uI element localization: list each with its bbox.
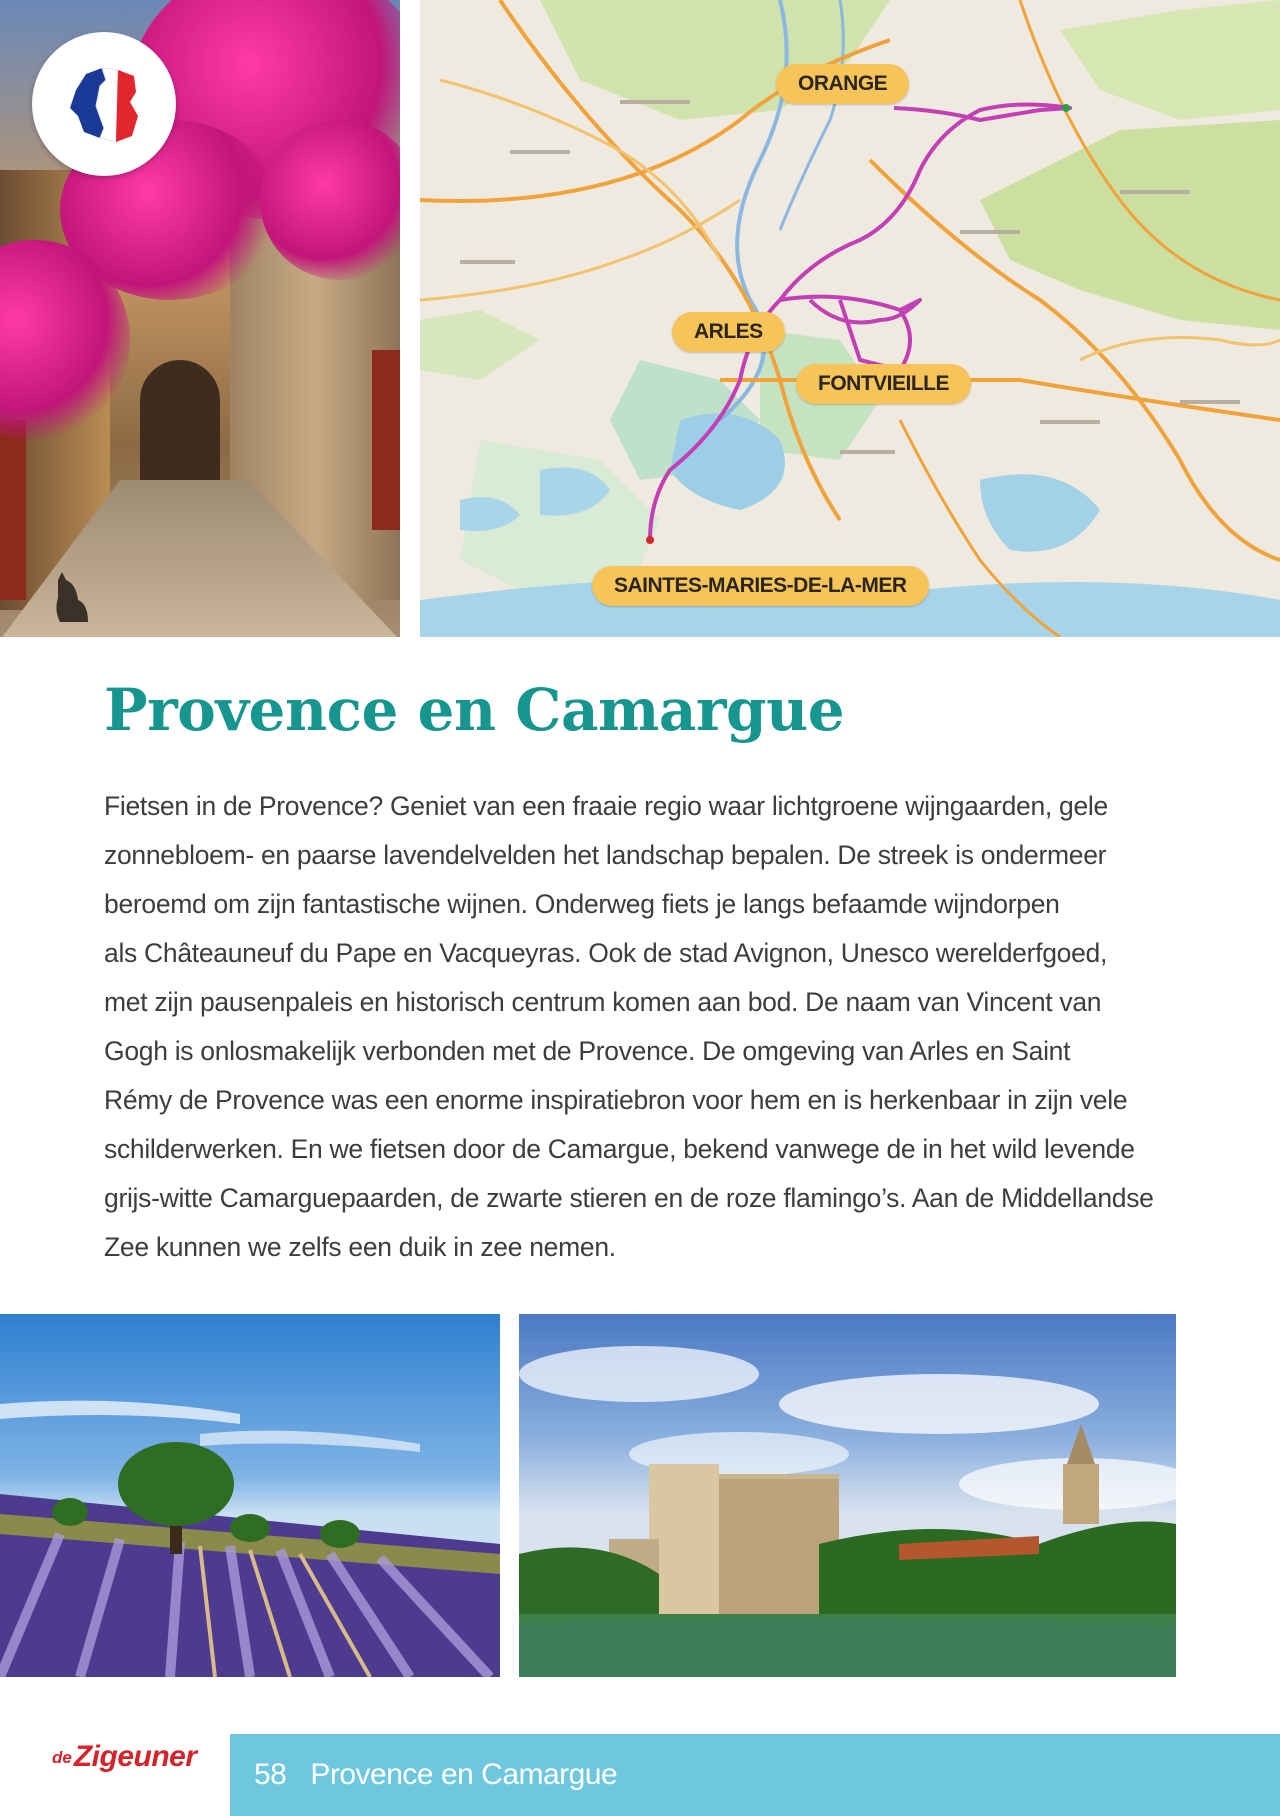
body-line: Zee kunnen we zelfs een duik in zee nemen. — [104, 1232, 616, 1262]
map-label-orange: ORANGE — [776, 64, 909, 104]
body-line: zonnebloem- en paarse lavendelvelden het landschap bepalen. De streek is ondermeer — [104, 840, 1107, 870]
alley-archway — [140, 360, 220, 500]
lavender-field-scene — [0, 1314, 500, 1677]
page-title: Provence en Camargue — [104, 676, 845, 744]
logo-prefix: de — [52, 1748, 72, 1767]
body-line: Gogh is onlosmakelijk verbonden met de Provence. De omgeving van Arles en Saint — [104, 1036, 1071, 1066]
body-line: schilderwerken. En we fietsen door de Camargue, bekend vanwege de in het wild levende — [104, 1134, 1135, 1164]
red-shutter — [372, 350, 400, 530]
footer-section-title: Provence en Camargue — [310, 1758, 618, 1791]
cat-silhouette — [48, 570, 93, 625]
body-line: als Châteauneuf du Pape en Vacqueyras. Ook de stad Avignon, Unesco werelderfgoed, — [104, 938, 1108, 968]
footer-band — [230, 1734, 1280, 1816]
france-flag-icon — [32, 32, 176, 176]
logo-name: Zigeuner — [73, 1740, 197, 1773]
de-zigeuner-logo — [52, 1740, 197, 1774]
map-label-arles: ARLES — [672, 312, 785, 352]
article-body — [104, 782, 1184, 1272]
castle-tarascon-photo — [519, 1314, 1176, 1677]
body-line: grijs-witte Camarguepaarden, de zwarte stieren en de roze flamingo’s. Aan de Middellandse — [104, 1183, 1154, 1213]
castle-river-scene — [519, 1314, 1176, 1677]
map-label-fontvieille: FONTVIEILLE — [796, 364, 971, 404]
body-line: beroemd om zijn fantastische wijnen. Onderweg fiets je langs befaamde wijndorpen — [104, 889, 1060, 919]
map-label-saintes-maries: SAINTES-MARIES-DE-LA-MER — [592, 566, 929, 606]
lavender-field-photo — [0, 1314, 500, 1677]
body-line: Fietsen in de Provence? Geniet van een fraaie regio waar lichtgroene wijngaarden, gele — [104, 791, 1108, 821]
body-line: Rémy de Provence was een enorme inspiratiebron voor hem en is herkenbaar in zijn vele — [104, 1085, 1128, 1115]
body-line: met zijn pausenpaleis en historisch centrum komen aan bod. De naam van Vincent van — [104, 987, 1102, 1017]
red-shutter — [0, 420, 26, 600]
route-map — [420, 0, 1280, 637]
page-number: 58 — [254, 1758, 287, 1791]
